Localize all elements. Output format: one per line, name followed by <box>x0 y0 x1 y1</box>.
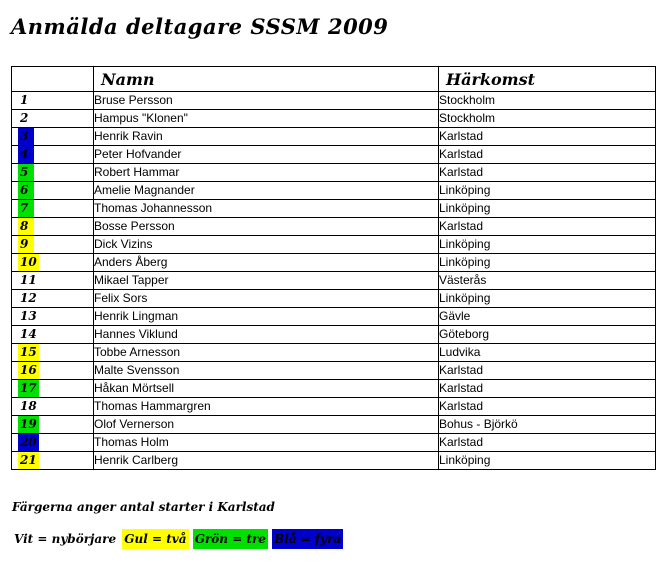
table-header-row <box>12 67 656 92</box>
table-row <box>12 164 656 182</box>
participant-number-cell <box>12 182 94 200</box>
participant-name: Thomas Johannesson <box>94 200 439 218</box>
participant-number: 18 <box>20 399 37 413</box>
participant-number-cell <box>12 308 94 326</box>
participant-name: Malte Svensson <box>94 362 439 380</box>
participant-number-cell <box>12 272 94 290</box>
table-row <box>12 182 656 200</box>
participant-number: 3 <box>18 128 34 145</box>
participant-origin: Linköping <box>439 236 656 254</box>
participant-name: Tobbe Arnesson <box>94 344 439 362</box>
participant-number-cell <box>12 92 94 110</box>
participant-number: 10 <box>20 255 37 269</box>
participant-number: 14 <box>20 327 37 341</box>
participant-number-cell <box>12 416 94 434</box>
participant-number: 1 <box>20 93 29 107</box>
participant-number-cell <box>12 398 94 416</box>
table-row <box>12 434 656 452</box>
table-row <box>12 218 656 236</box>
column-header-number <box>12 67 94 92</box>
participant-name: Anders Åberg <box>94 254 439 272</box>
table-row <box>12 344 656 362</box>
participant-name: Hampus "Klonen" <box>94 110 439 128</box>
participant-origin: Karlstad <box>439 398 656 416</box>
table-row <box>12 416 656 434</box>
table-row <box>12 290 656 308</box>
participant-number-cell <box>12 452 94 470</box>
legend-white: Vit = nybörjare <box>14 532 117 546</box>
participant-number: 21 <box>20 453 37 467</box>
table-row <box>12 254 656 272</box>
legend-yellow: Gul = två <box>122 529 188 549</box>
color-legend <box>12 529 343 549</box>
page-title: Anmälda deltagare SSSM 2009 <box>11 14 389 39</box>
participant-origin: Linköping <box>439 254 656 272</box>
participant-number-cell <box>12 236 94 254</box>
participant-origin: Karlstad <box>439 362 656 380</box>
table-row <box>12 110 656 128</box>
participant-number: 5 <box>18 164 34 181</box>
participant-origin: Bohus - Björkö <box>439 416 656 434</box>
participant-number: 12 <box>20 291 37 305</box>
participant-origin: Karlstad <box>439 434 656 452</box>
table-row <box>12 362 656 380</box>
participant-origin: Karlstad <box>439 146 656 164</box>
participant-origin: Linköping <box>439 290 656 308</box>
participant-number-cell <box>12 218 94 236</box>
participant-origin: Karlstad <box>439 380 656 398</box>
participant-origin: Linköping <box>439 200 656 218</box>
participant-name: Peter Hofvander <box>94 146 439 164</box>
participant-origin: Stockholm <box>439 92 656 110</box>
table-row <box>12 272 656 290</box>
participant-origin: Stockholm <box>439 110 656 128</box>
participant-number: 9 <box>18 236 34 253</box>
participant-origin: Karlstad <box>439 128 656 146</box>
table-row <box>12 308 656 326</box>
participant-name: Robert Hammar <box>94 164 439 182</box>
column-header-origin: Härkomst <box>439 67 656 92</box>
participant-number: 2 <box>20 111 29 125</box>
participant-name: Olof Vernerson <box>94 416 439 434</box>
participant-name: Thomas Holm <box>94 434 439 452</box>
participant-name: Bosse Persson <box>94 218 439 236</box>
participant-name: Håkan Mörtsell <box>94 380 439 398</box>
participant-name: Felix Sors <box>94 290 439 308</box>
legend-blue: Blå = fyra <box>272 529 343 549</box>
participant-number: 8 <box>18 218 34 235</box>
participant-number-cell <box>12 434 94 452</box>
participant-number-cell <box>12 344 94 362</box>
legend-green: Grön = tre <box>193 529 268 549</box>
participant-number-cell <box>12 326 94 344</box>
table-row <box>12 128 656 146</box>
table-row <box>12 398 656 416</box>
participant-name: Amelie Magnander <box>94 182 439 200</box>
participant-origin: Gävle <box>439 308 656 326</box>
table-row <box>12 200 656 218</box>
participant-origin: Linköping <box>439 182 656 200</box>
participant-origin: Karlstad <box>439 218 656 236</box>
participant-origin: Linköping <box>439 452 656 470</box>
table-row <box>12 452 656 470</box>
color-explanation-note: Färgerna anger antal starter i Karlstad <box>12 500 275 514</box>
participant-name: Dick Vizins <box>94 236 439 254</box>
participant-origin: Karlstad <box>439 164 656 182</box>
participant-name: Hannes Viklund <box>94 326 439 344</box>
participant-origin: Ludvika <box>439 344 656 362</box>
participant-number: 17 <box>20 381 37 395</box>
participant-number-cell <box>12 290 94 308</box>
participant-name: Bruse Persson <box>94 92 439 110</box>
participant-number-cell <box>12 254 94 272</box>
participant-name: Mikael Tapper <box>94 272 439 290</box>
participant-number: 7 <box>18 200 34 217</box>
participant-number: 16 <box>20 363 37 377</box>
participant-name: Henrik Lingman <box>94 308 439 326</box>
table-row <box>12 236 656 254</box>
participant-number-cell <box>12 362 94 380</box>
table-row <box>12 380 656 398</box>
participant-origin: Västerås <box>439 272 656 290</box>
participant-number-cell <box>12 200 94 218</box>
participant-number-cell <box>12 380 94 398</box>
participant-number-cell <box>12 128 94 146</box>
participants-table <box>11 66 656 470</box>
participant-number-cell <box>12 164 94 182</box>
table-row <box>12 92 656 110</box>
participant-number: 20 <box>20 435 37 449</box>
participant-number-cell <box>12 110 94 128</box>
participant-number: 11 <box>20 273 37 287</box>
participant-number: 13 <box>20 309 37 323</box>
participant-number-cell <box>12 146 94 164</box>
table-row <box>12 326 656 344</box>
participant-number: 19 <box>20 417 37 431</box>
participant-number: 4 <box>18 146 34 163</box>
column-header-name: Namn <box>94 67 439 92</box>
participant-origin: Göteborg <box>439 326 656 344</box>
participant-number: 15 <box>20 345 37 359</box>
participant-name: Thomas Hammargren <box>94 398 439 416</box>
participant-number: 6 <box>18 182 34 199</box>
table-row <box>12 146 656 164</box>
participant-name: Henrik Ravin <box>94 128 439 146</box>
participant-name: Henrik Carlberg <box>94 452 439 470</box>
